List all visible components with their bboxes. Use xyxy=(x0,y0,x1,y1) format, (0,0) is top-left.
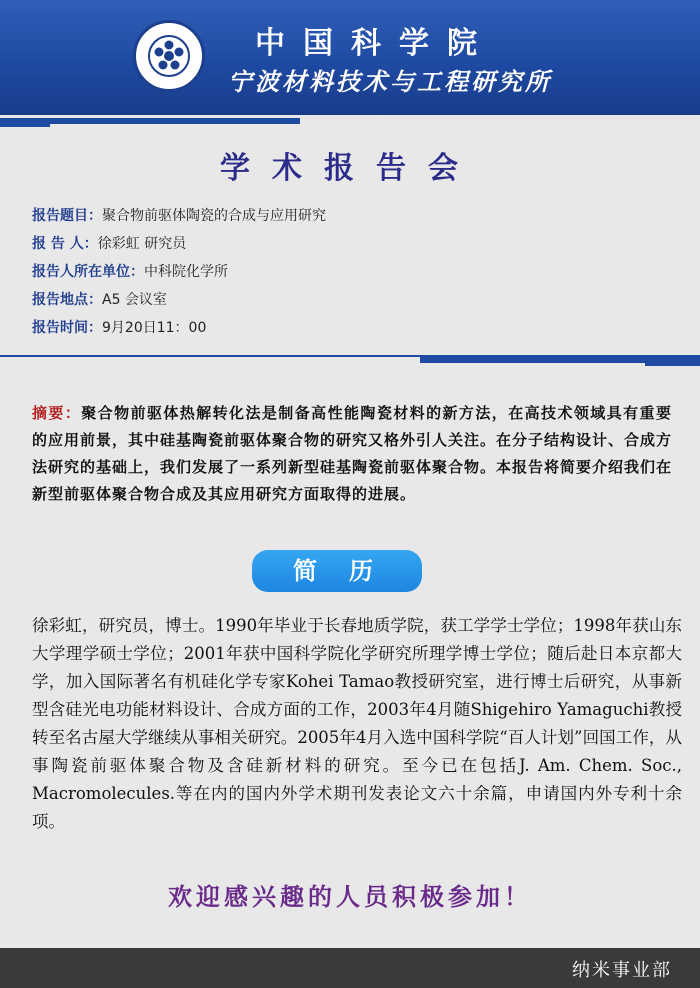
institution-name: 中国科学院 xyxy=(255,26,495,61)
institute-name: 宁波材料技术与工程研究所 xyxy=(228,67,552,96)
info-label: 报告题目： xyxy=(32,208,102,224)
flower-emblem-icon xyxy=(152,39,186,73)
abstract-label: 摘要： xyxy=(32,404,82,422)
info-topic xyxy=(32,205,326,225)
divider-stripe xyxy=(645,363,700,366)
info-value: 聚合物前驱体陶瓷的合成与应用研究 xyxy=(102,208,326,224)
info-label: 报 告 人： xyxy=(32,236,98,252)
info-value: A5 会议室 xyxy=(102,292,167,308)
bio-paragraph: 徐彩虹，研究员，博士。1990年毕业于长春地质学院，获工学学士学位；1998年获山东大学理学硕士学位；2001年获中国科学院化学研究所理学博士学位；随后赴日本京都大学，加入国际著名有机硅化学专家Kohei Tamao教授研究室，进行博士后研究，从事新型含硅光电功能材料设计、合成方面的工作，2003年4月随Shigehiro Yamaguchi教授转至名古屋大学继续从事相关研究。2005年4月入选中国科学院“百人计划”回国工作，从事陶瓷前驱体聚合物及含硅新材料的研究。至今已在包括J. Am. Chem. Soc., Macromolecules.等在内的国内外学术期刊发表论文六十余篇，申请国内外专利十余项。 xyxy=(32,616,682,831)
abstract-text: 聚合物前驱体热解转化法是制备高性能陶瓷材料的新方法，在高技术领域具有重要的应用前景，其中硅基陶瓷前驱体聚合物的研究又格外引人关注。在分子结构设计、合成方法研究的基础上，我们发展了一系列新型硅基陶瓷前驱体聚合物。本报告将简要介绍我们在新型前驱体聚合物合成及其应用研究方面取得的进展。 xyxy=(32,404,673,503)
info-label: 报告地点： xyxy=(32,292,102,308)
info-location xyxy=(32,289,167,309)
info-value: 中科院化学所 xyxy=(144,264,228,280)
info-affiliation xyxy=(32,261,228,281)
welcome-message: 欢迎感兴趣的人员积极参加！ xyxy=(168,882,532,911)
cv-heading-badge: 简历 xyxy=(252,550,422,592)
footer-bar xyxy=(0,948,700,988)
footer-department: 纳米事业部 xyxy=(572,960,672,981)
info-value: 9月20日11：00 xyxy=(102,320,207,336)
info-label: 报告人所在单位： xyxy=(32,264,144,280)
divider-stripe xyxy=(0,124,50,127)
info-time xyxy=(32,317,206,337)
info-value: 徐彩虹 研究员 xyxy=(97,236,187,252)
page-title: 学术报告会 xyxy=(220,151,480,186)
header-banner xyxy=(0,0,700,115)
info-speaker xyxy=(32,233,186,253)
cas-logo xyxy=(133,20,205,92)
abstract-paragraph xyxy=(32,400,672,508)
info-label: 报告时间： xyxy=(32,320,102,336)
